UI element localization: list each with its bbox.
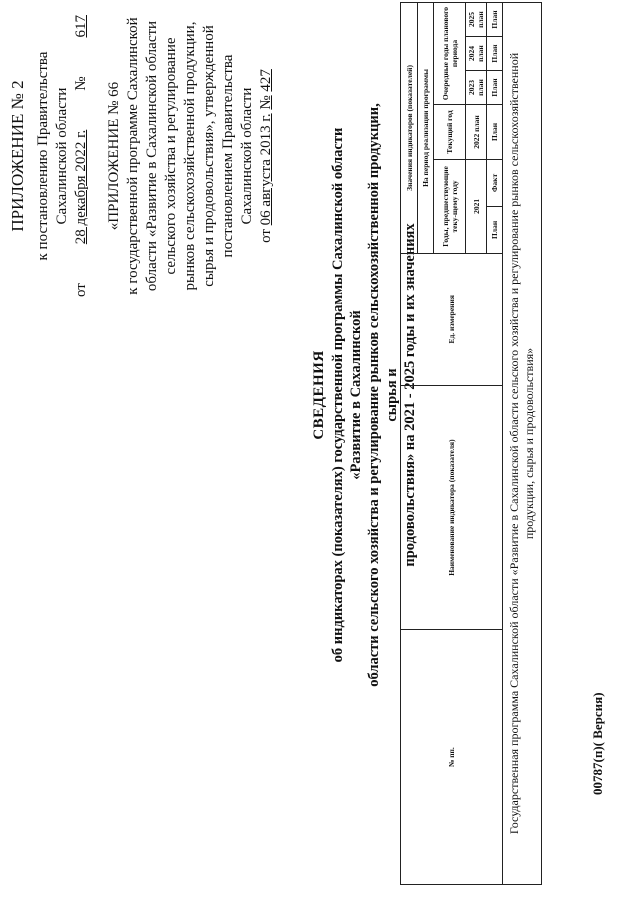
header-prev-years: Годы, предшествующие теку-щему году xyxy=(434,159,466,253)
inner-appendix-line: Сахалинской области xyxy=(239,87,255,225)
indicators-table xyxy=(400,2,542,885)
inner-appendix-line: области «Развитие в Сахалинской области xyxy=(144,20,160,292)
sign-number: 617 xyxy=(73,15,89,38)
header-year-2022: 2022 план xyxy=(466,105,487,160)
header-unit: Ед. измерения xyxy=(401,253,503,385)
header-year-2024: 2024 план xyxy=(466,37,487,71)
inner-sign-number-label: № xyxy=(258,95,274,110)
header-planned-years: Очередные годы планового периода xyxy=(434,3,466,105)
heading-line: области сельского хозяйства и регулирование рынков сельскохозяйственной продукции, сырья и xyxy=(366,103,400,687)
header-plan: План xyxy=(487,37,503,71)
sign-date: 28 декабря 2022 г. xyxy=(73,129,89,245)
appendix-line: Сахалинской области xyxy=(54,87,70,225)
header-plan: План xyxy=(487,206,503,253)
header-plan: План xyxy=(487,71,503,105)
appendix-title: ПРИЛОЖЕНИЕ № 2 xyxy=(8,80,27,232)
inner-appendix-line: «ПРИЛОЖЕНИЕ № 66 xyxy=(106,81,122,231)
header-current-year: Текущий год xyxy=(434,105,466,160)
header-period: На период реализации программы xyxy=(418,3,434,254)
appendix-signature-line xyxy=(72,11,91,301)
sign-number-label: № xyxy=(73,76,89,91)
inner-sign-date: 06 августа 2013 г. xyxy=(258,113,274,226)
program-row: Государственная программа Сахалинской области «Развитие в Сахалинской области сельского хозяйства и регулирование рынков сельскохозяйственной продукции, сырья и продовольствия» xyxy=(503,3,542,885)
header-year-2025: 2025 план xyxy=(466,3,487,37)
heading-line: об индикаторах (показателях) государственной программы Сахалинской области «Развитие в Сахалинской xyxy=(330,127,364,663)
version-stamp: 00787(п)( Версия) xyxy=(590,692,605,795)
heading-line: продовольствия» на 2021 - 2025 годы и их значениях xyxy=(402,223,418,567)
header-fact: Факт xyxy=(487,159,503,206)
inner-signature-line xyxy=(257,11,276,301)
inner-sign-prefix: от xyxy=(258,229,274,243)
appendix-block xyxy=(8,11,276,301)
header-indicator-name: Наименование индикатора (показателя) xyxy=(401,385,503,630)
inner-sign-number: 427 xyxy=(258,69,274,92)
header-year-2021: 2021 xyxy=(466,159,487,253)
inner-appendix-line: сырья и продовольствия», утвержденной xyxy=(201,25,217,287)
header-num: № пп. xyxy=(401,630,503,885)
inner-appendix-line: постановлением Правительства xyxy=(220,54,236,258)
header-plan: План xyxy=(487,3,503,37)
inner-appendix-line: к государственной программе Сахалинской xyxy=(125,17,141,295)
header-plan: План xyxy=(487,105,503,160)
header-values: Значения индикаторов (показателей) xyxy=(401,3,418,254)
header-year-2023: 2023 план xyxy=(466,71,487,105)
inner-appendix-line: рынков сельскохозяйственной продукции, xyxy=(182,21,198,291)
heading-title: СВЕДЕНИЯ xyxy=(311,350,327,440)
sign-prefix: от xyxy=(73,283,89,297)
appendix-line: к постановлению Правительства xyxy=(35,51,51,261)
inner-appendix-line: сельского хозяйства и регулирование xyxy=(163,37,179,275)
